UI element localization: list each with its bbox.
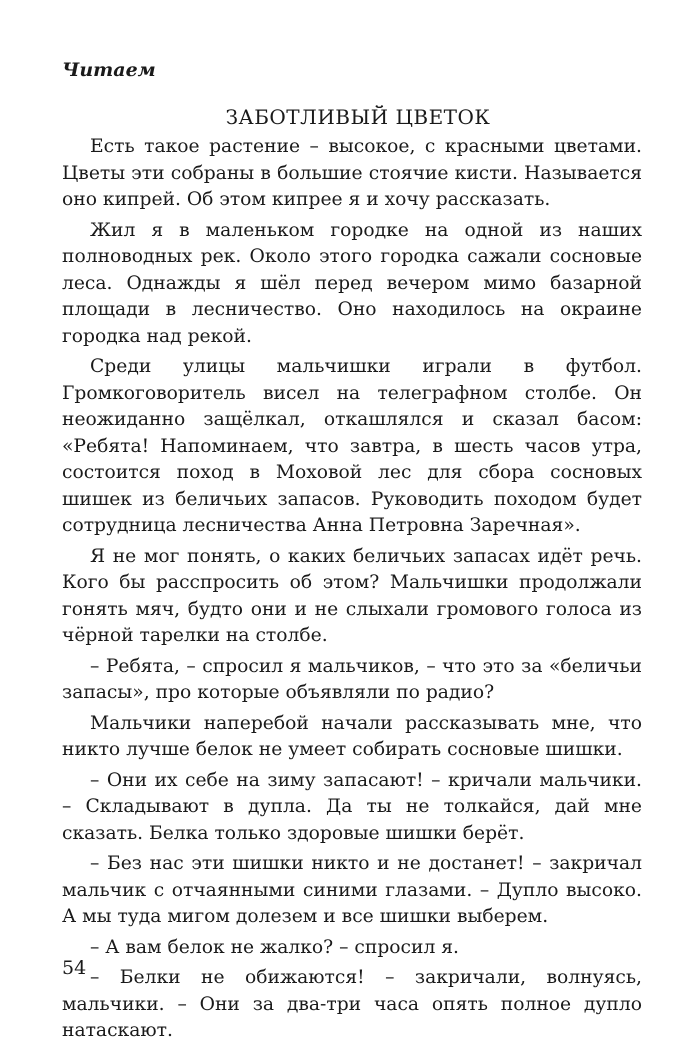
page-number: 54 xyxy=(62,957,87,979)
paragraph: Среди улицы мальчишки играли в футбол. Громкоговоритель висел на телеграфном столбе. Он неожиданно защёлкал, откашлялся и сказал басом: «Ребята! Напоминаем, что завтра, в шесть часов утра, состоится поход в Моховой лес для сбора сосновых шишек из беличьих запасов. Руководить походом будет сотрудница лесничества Анна Петровна Заречная». xyxy=(62,356,642,536)
paragraph: – А вам белок не жалко? – спросил я. xyxy=(90,936,459,958)
section-label: Читаем xyxy=(62,59,156,81)
paragraph: – Ребята, – спросил я мальчиков, – что это за «беличьи запасы», про которые объявляли по радио? xyxy=(62,655,642,703)
paragraph: Есть такое растение – высокое, с красными цветами. Цветы эти собраны в большие стоячие кисти. Называется оно кипрей. Об этом кипрее я и хочу рассказать. xyxy=(62,136,642,210)
paragraph: Жил я в маленьком городке на одной из наших полноводных рек. Около этого городка сажали сосновые леса. Однажды я шёл перед вечером мимо базарной площади в лесничество. Оно находилось на окраине городка над рекой. xyxy=(62,219,642,347)
story-title: ЗАБОТЛИВЫЙ ЦВЕТОК xyxy=(225,105,491,129)
paragraph: – Белки не обижаются! – закричали, волнуясь, мальчики. – Они за два-три часа опять полное дупло натаскают. xyxy=(62,967,642,1041)
paragraph: – Без нас эти шишки никто и не достанет! – закричал мальчик с отчаянными синими глазами. – Дупло высоко. А мы туда мигом долезем и все шишки выберем. xyxy=(62,853,642,927)
story-text xyxy=(62,134,642,1045)
paragraph: – Они их себе на зиму запасают! – кричали мальчики. – Складывают в дупла. Да ты не толкайся, дай мне сказать. Белка только здоровые шишки берёт. xyxy=(62,769,642,844)
paragraph: Мальчики наперебой начали рассказывать мне, что никто лучше белок не умеет собирать сосновые шишки. xyxy=(62,712,642,760)
paragraph: Я не мог понять, о каких беличьих запасах идёт речь. Кого бы расспросить об этом? Мальчишки продолжали гонять мяч, будто они и не слыхали громового голоса из чёрной тарелки на столбе. xyxy=(62,545,642,646)
page-content xyxy=(62,58,642,1049)
